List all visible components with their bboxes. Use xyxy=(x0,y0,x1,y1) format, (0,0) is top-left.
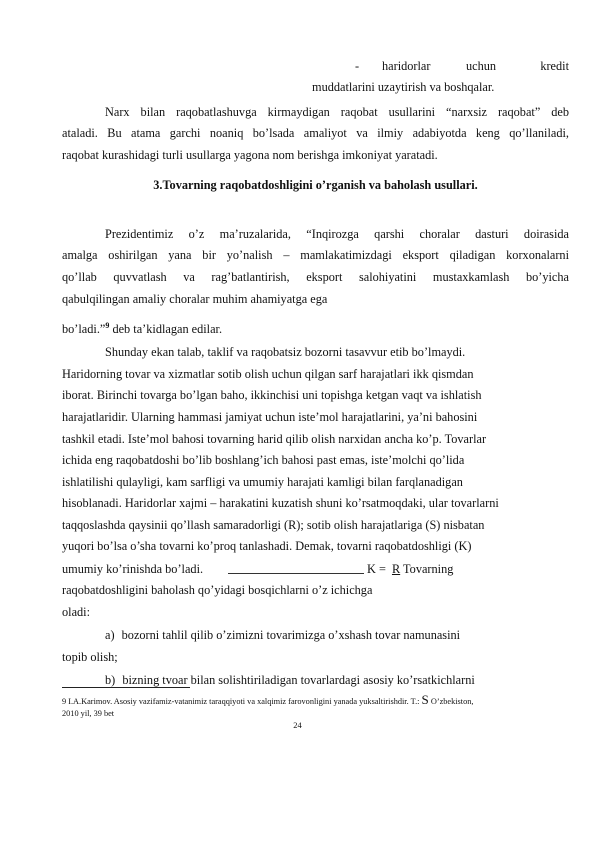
formula-intro: umumiy ko’rinishda bo’ladi. xyxy=(62,562,204,576)
footnote-text: 9 I.A.Karimov. Asosiy vazifamiz-vatanimiz taraqqiyoti va xalqimiz farovonligini yanada yuksaltirishdir. T.: xyxy=(62,697,422,706)
para4-line: raqobatdoshligini baholash qo’yidagi bosqichlarni o’z ichichga xyxy=(62,583,373,597)
word: kredit xyxy=(540,59,569,73)
word: haridorlar xyxy=(382,59,431,73)
quote-tail: deb ta’kidlagan edilar. xyxy=(109,322,223,337)
word: uchun xyxy=(466,59,497,73)
top-item-line xyxy=(355,57,569,75)
footnote-big-letter: S xyxy=(421,692,429,707)
list-item xyxy=(105,626,569,644)
list-marker: a) xyxy=(105,628,115,642)
para3-line: harajatlaridir. Ularning hammasi jamiyat uchun iste’mol harajatlarini, ya’ni bahosini xyxy=(62,410,478,424)
formula-after: Tovarning xyxy=(400,562,454,576)
section-heading: 3.Tovarning raqobatdoshligini o’rganish va baholash usullari. xyxy=(153,178,478,192)
footnote-separator xyxy=(62,687,190,688)
para3-line: ichida eng raqobatdoshi bo’lib boshlang’ich bahosi past emas, iste’molchi qo’lida xyxy=(62,453,465,467)
formula-k: K = xyxy=(367,562,386,576)
para3-line: tashkil etadi. Iste’mol bahosi tovarning harid qilib olish narxidan ancha ko’p. Tovarlar xyxy=(62,432,487,446)
para3-line: taqqoslashda qaysinii qo’llash samaradorligi (R); sotib olish harajatlariga (S) nisbatan xyxy=(62,518,485,532)
para2-last-line xyxy=(62,317,569,338)
list-continuation: topib olish; xyxy=(62,650,118,664)
top-item-line-2: muddatlarini uzaytirish va boshqalar. xyxy=(312,80,495,94)
para2-line: Prezidentimiz o’z ma’ruzalarida, “Inqirozga qarshi choralar dasturi doirasida xyxy=(105,227,569,241)
formula xyxy=(367,560,567,578)
para3-line: Shunday ekan talab, taklif va raqobatsiz bozorni tasavvur etib bo’lmaydi. xyxy=(105,345,466,359)
para4-line: oladi: xyxy=(62,605,91,619)
para3-line: yuqori bo’lsa o’sha tovarni ko’proq tanlashadi. Demak, tovarni raqobatdoshligi (K) xyxy=(62,539,472,553)
para2-line: qo’llab quvvatlash va rag’batlantirish, eksport salohiyatini mustaxkamlash bo’yicha xyxy=(62,270,569,284)
para1-line: raqobat kurashidagi turli usullarga yagona nom berishga imkoniyat yaratadi. xyxy=(62,148,438,162)
list-text: bozorni tahlil qilib o’zimizni tovarimizga o’xshash tovar namunasini xyxy=(121,628,461,642)
formula-r: R xyxy=(391,562,401,576)
formula-rule xyxy=(228,573,364,574)
footnote-text-b: O’zbekiston, xyxy=(428,697,474,706)
list-text: bizning tvoar bilan solishtiriladigan tovarlardagi asosiy ko’rsatkichlarni xyxy=(122,673,475,687)
para3-line: iborat. Birinchi tovarga bo’lgan baho, ikkinchisi uni topishga ketgan vaqt va ishlatish xyxy=(62,388,482,402)
para2-line: amalga oshirilgan yana bir yo’nalish – mamlakatimizdagi eksport qiladigan korxonalarni xyxy=(62,248,569,262)
para3-line: Haridorning tovar va xizmatlar sotib olish uchun qilgan sarf harajatlari ikk qismdan xyxy=(62,367,474,381)
para3-line: hisoblanadi. Haridorlar xajmi – harakatini kuzatish shuni ko’rsatmoqdaki, ular tovarlarni xyxy=(62,496,499,510)
footnote-line-1 xyxy=(62,694,569,708)
para2-line: qabulqilingan amaliy choralar muhim ahamiyatga ega xyxy=(62,292,328,306)
page-number: 24 xyxy=(293,720,302,730)
para3-line: ishlatilishi qulayligi, kam sarfligi va umumiy harajati kamligi bilan farqlanadigan xyxy=(62,475,463,489)
footnote-ref: 9 xyxy=(105,321,110,330)
para1-line: ataladi. Bu atama garchi noaniq bo’lsada amaliyot va ilmiy adabiyotda keng qo’llaniladi, xyxy=(62,126,569,140)
list-marker: b) xyxy=(105,673,116,687)
dash: - xyxy=(355,59,360,73)
quote-end: bo’ladi.” xyxy=(62,322,106,337)
para1-line: Narx bilan raqobatlashuvga kirmaydigan raqobat usullarini “narxsiz raqobat” deb xyxy=(105,105,569,119)
footnote-line-2: 2010 yil, 39 bet xyxy=(62,709,115,718)
